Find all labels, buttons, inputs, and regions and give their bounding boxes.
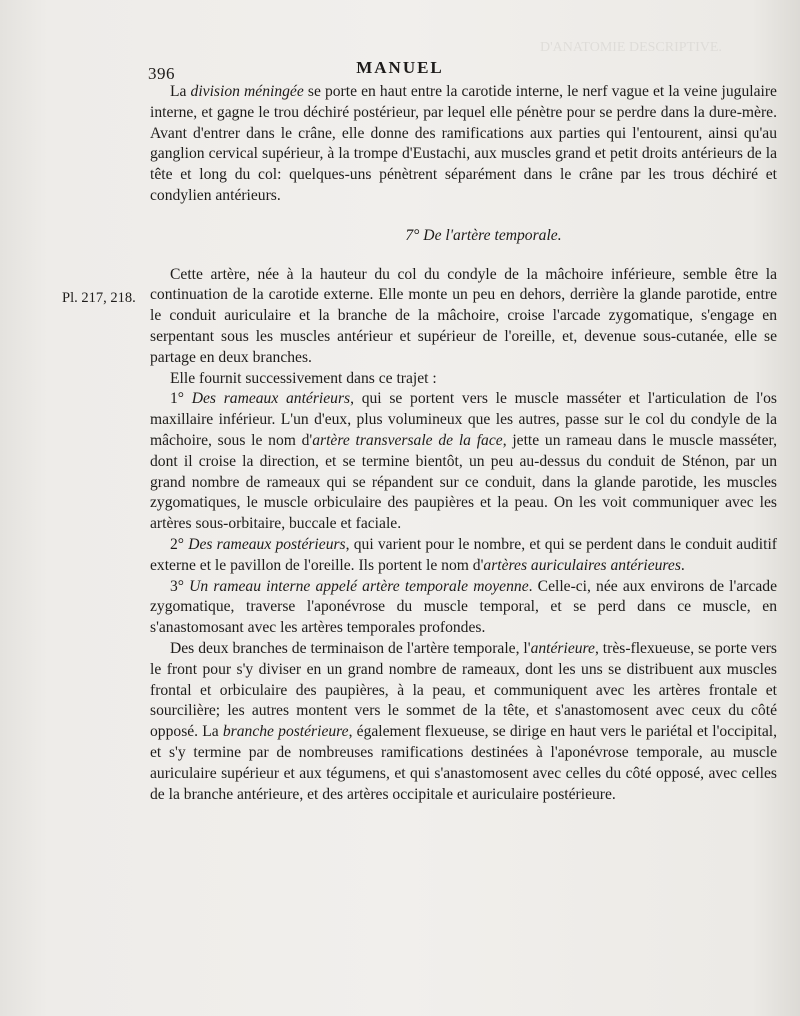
text-run: , qui varient pour le nombre, et qui se perdent dans le conduit auditif externe et le pavillon de l'oreille. Ils portent le nom d' — [150, 535, 777, 574]
italic-term: Des rameaux antérieurs — [191, 390, 351, 408]
text-run: se porte en haut entre la carotide interne, le nerf vague et la veine jugulaire interne, et gagne le trou déchiré postérieur, par lequel elle pénètre pour se perdre dans la dure-mère. Avant d'entrer dans le crâne, elle donne des ramifications aux parties qui l'entourent, ainsi qu'au ganglion cervical supérieur, à la trompe d'Eustachi, aux muscles grand et petit droits antérieurs de la tête et long du col: quelques-uns pénètrent séparément dans le crâne par les trous déchiré et condylien antérieurs. — [150, 83, 777, 204]
italic-term: branche postérieure — [222, 723, 349, 741]
section-heading: 7° De l'artère temporale. — [405, 226, 562, 244]
paragraph — [150, 639, 777, 805]
italic-term: antérieure — [530, 639, 595, 657]
body-text — [150, 82, 777, 805]
paragraph — [150, 82, 777, 207]
text-run: , très-flexueuse, se porte vers le front pour s'y diviser en un grand nombre de rameaux, dont les uns se distribuent aux muscles frontal et orbiculaire des paupières, à la peau, et communiquent avec les artères frontale et sourcilière; les autres montent vers le sommet de la tête, et s'anastomosent avec ceux du côté opposé. La — [150, 639, 777, 741]
italic-term: Des rameaux postérieurs — [188, 535, 346, 553]
text-run: La — [170, 83, 191, 100]
paragraph — [150, 389, 777, 535]
italic-term: artère transversale de la face — [312, 431, 503, 449]
text-run: , également flexueuse, se dirige en haut vers le pariétal et l'occipital, et s'y termine par de nombreuses ramifications destinées à l'aponévrose temporale, au muscle auriculaire supérieur et aux tégumens, et qui s'anastomosent avec celles du côté opposé, avec celles de la branche antérieure, et des artères occipitale et auriculaire postérieure. — [150, 723, 777, 803]
text-run: 2° — [170, 535, 189, 553]
text-run: 3° — [170, 577, 190, 595]
paragraph — [150, 535, 777, 577]
text-run: , jette un rameau dans le muscle masséter, dont il croise la direction, et se termine bientôt, un peu au-dessus du conduit de Sténon, par un grand nombre de rameaux qui se répandent sur ce conduit, dans la glande parotide, les muscles zygomatiques, le muscle orbiculaire des paupières et la peau. On les voit communiquer avec les artères sous-orbitaire, buccale et faciale. — [150, 431, 777, 533]
text-run: . — [680, 556, 685, 574]
text-run: 1° — [170, 390, 192, 408]
italic-term: division méningée — [190, 83, 304, 100]
paragraph — [150, 265, 777, 369]
paragraph — [150, 369, 777, 390]
text-run: , qui se portent vers le muscle masséter et l'articulation de l'os maxillaire inférieur. L'un d'eux, plus volumineux que les autres, passe sur le col du condyle de la mâchoire, sous le nom d' — [150, 390, 777, 449]
running-title: MANUEL — [356, 58, 444, 77]
bleed-through-text: D'ANATOMIE DESCRIPTIVE. — [540, 40, 722, 55]
text-run: Des deux branches de terminaison de l'artère temporale, l' — [170, 639, 531, 657]
text-run: . Celle-ci, née aux environs de l'arcade zygomatique, traverse l'aponévrose du muscle temporal, et se perd dans ce muscle, en s'anastomosant avec les artères temporales profondes. — [150, 577, 778, 637]
page-number: 396 — [148, 64, 175, 83]
italic-term: artères auriculaires antérieures — [483, 556, 681, 574]
paragraph — [150, 577, 777, 639]
italic-term: Un rameau interne appelé artère temporale moyenne — [189, 577, 529, 595]
text-run: Elle fournit successivement dans ce trajet : — [170, 369, 437, 387]
text-run: Cette artère, née à la hauteur du col du condyle de la mâchoire inférieure, semble être la continuation de la carotide externe. Elle monte un peu en dehors, derrière la glande parotide, entre le conduit auriculaire et la branche de la mâchoire, croise l'arcade zygomatique, s'engage en serpentant sous les muscles antérieur et supérieur de l'oreille, et, devenue sous-cutanée, elle se partage en deux branches. — [150, 265, 777, 366]
plate-reference-margin-note: Pl. 217, 218. — [62, 290, 136, 306]
